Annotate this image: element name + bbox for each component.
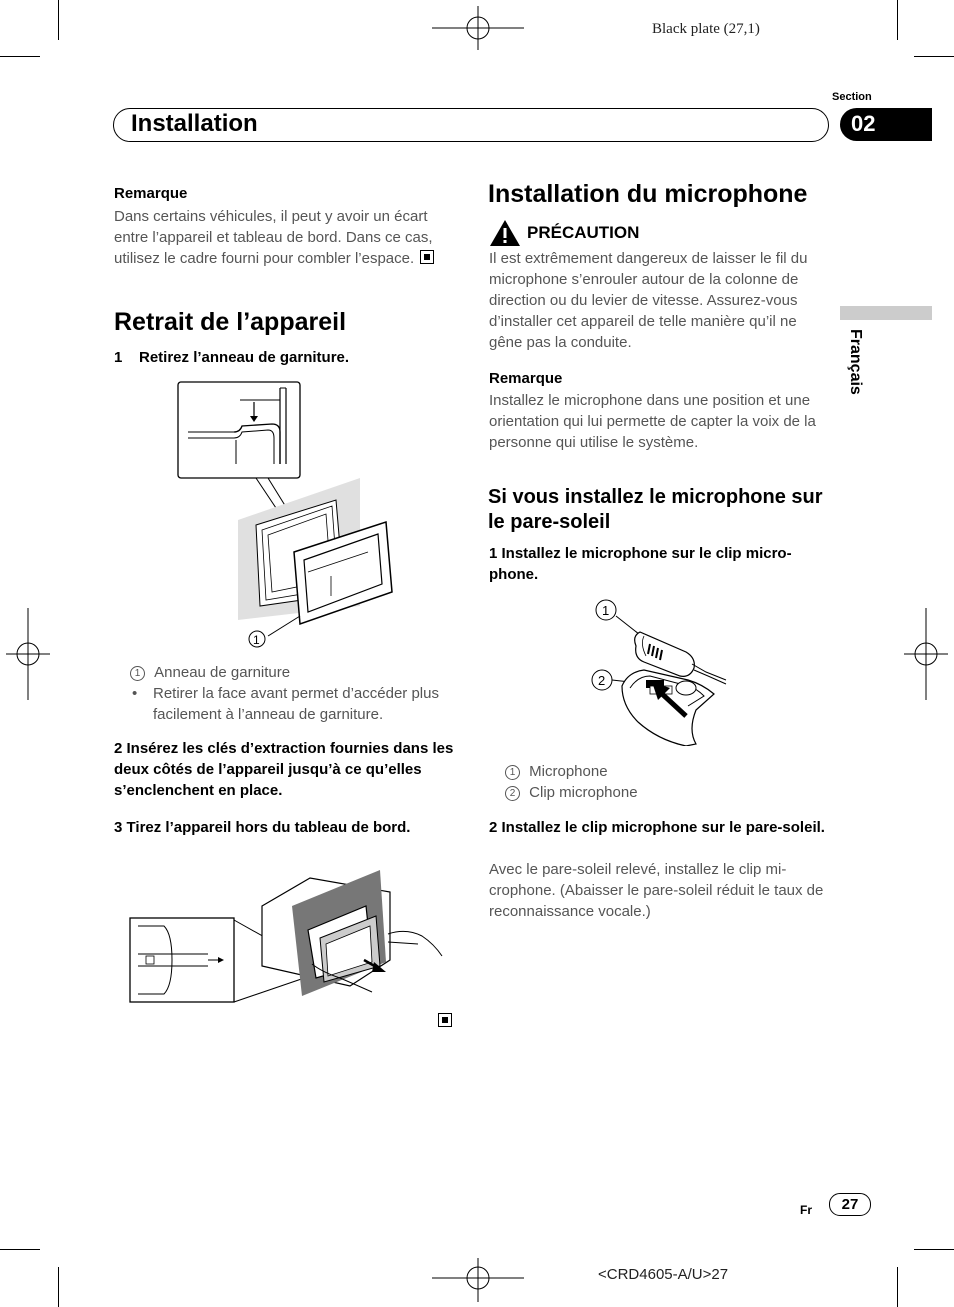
crop-mark — [897, 1267, 898, 1307]
removal-step-1: 1 Retirez l’anneau de garniture. — [114, 349, 350, 366]
language-tab-label: Français — [847, 329, 864, 395]
section-number-badge — [840, 108, 932, 141]
legend-text: Anneau de garniture — [154, 664, 291, 681]
pull-unit-figure — [126, 862, 446, 1008]
bullet-item — [130, 683, 460, 725]
mic-step-2: 2 Installez le clip microphone sur le pare-soleil. — [489, 819, 825, 836]
banner-title: Installation — [131, 110, 258, 137]
mic-note-text: Installez le microphone dans une position et une orientation qui lui permette de capter la voix de la personne qui utilise le système. — [489, 392, 816, 451]
bullet-mark: • — [132, 685, 138, 702]
microphone-callout: 1 — [602, 603, 610, 618]
registration-mark-right — [904, 608, 948, 700]
legend-item-microphone — [505, 761, 608, 782]
bullet-text: Retirer la face avant permet d’accéder plus facilement à l’anneau de garniture. — [153, 685, 439, 723]
mic-step-1: 1 Installez le microphone sur le clip micro-phone. — [489, 545, 792, 583]
crop-mark — [0, 56, 40, 57]
crop-mark — [914, 1249, 954, 1250]
section-title-removal: Retrait de l’appareil — [114, 308, 347, 336]
subsection-title: Si vous installez le microphone sur le pare-soleil — [488, 486, 823, 533]
end-mark-icon — [420, 250, 434, 264]
removal-step-2: 2 Insérez les clés d’extraction fournies dans les deux côtés de l’appareil jusqu’à ce qu’elles s’enclenchent en place. — [114, 740, 454, 799]
page-number-badge — [829, 1193, 871, 1216]
footer-lang: Fr — [800, 1203, 812, 1217]
crop-mark — [0, 1249, 40, 1250]
section-label: Section — [832, 91, 872, 103]
legend-text: Clip microphone — [529, 784, 638, 801]
crop-mark — [58, 0, 59, 40]
mic-step-2-text: Avec le pare-soleil relevé, installez le clip mi-crophone. (Abaisser le pare-soleil réduit le taux de reconnaissance vocale.) — [489, 861, 824, 920]
clip-callout: 2 — [598, 673, 606, 688]
removal-step-3: 3 Tirez l’appareil hors du tableau de bord. — [114, 819, 411, 836]
caution-text: Il est extrêmement dangereux de laisser le fil du microphone s’enrouler autour de la colonne de direction ou du levier de vitesse. Assurez-vous d’installer cet appareil de telle manière qu’il ne gêne pas la conduite. — [489, 250, 808, 351]
end-mark-icon — [438, 1013, 452, 1027]
note-text-content: Dans certains véhicules, il peut y avoir un écart entre l’appareil et tableau de bord. Dans ce cas, utilisez le cadre fourni pour combler l’espace. — [114, 208, 433, 267]
crop-mark — [897, 0, 898, 40]
registration-mark-top — [432, 6, 524, 50]
registration-mark-bottom — [432, 1258, 524, 1302]
footer-code: <CRD4605-A/U>27 — [598, 1266, 729, 1283]
language-tab — [840, 306, 932, 320]
legend-item-trim-ring — [130, 662, 290, 683]
plate-label: Black plate (27,1) — [652, 21, 760, 37]
mic-note-title: Remarque — [489, 370, 563, 387]
legend-num: 1 — [509, 767, 516, 778]
legend-num: 1 — [134, 668, 141, 679]
section-number: 02 — [851, 111, 876, 136]
legend-item-clip — [505, 782, 638, 803]
note-title: Remarque — [114, 185, 188, 202]
registration-mark-left — [6, 608, 50, 700]
trim-ring-callout: 1 — [253, 633, 260, 647]
trim-ring-figure — [176, 380, 396, 650]
crop-mark — [914, 56, 954, 57]
microphone-clip-figure — [588, 596, 738, 746]
legend-num-circle — [505, 786, 520, 801]
legend-num-circle — [130, 666, 145, 681]
caution-title: PRÉCAUTION — [527, 223, 640, 242]
note-text — [114, 206, 454, 269]
legend-num-circle — [505, 765, 520, 780]
page-number: 27 — [841, 1196, 859, 1213]
warning-icon — [489, 219, 521, 247]
legend-num: 2 — [509, 788, 516, 799]
legend-text: Microphone — [529, 763, 608, 780]
section-title-microphone: Installation du microphone — [488, 180, 808, 208]
crop-mark — [58, 1267, 59, 1307]
